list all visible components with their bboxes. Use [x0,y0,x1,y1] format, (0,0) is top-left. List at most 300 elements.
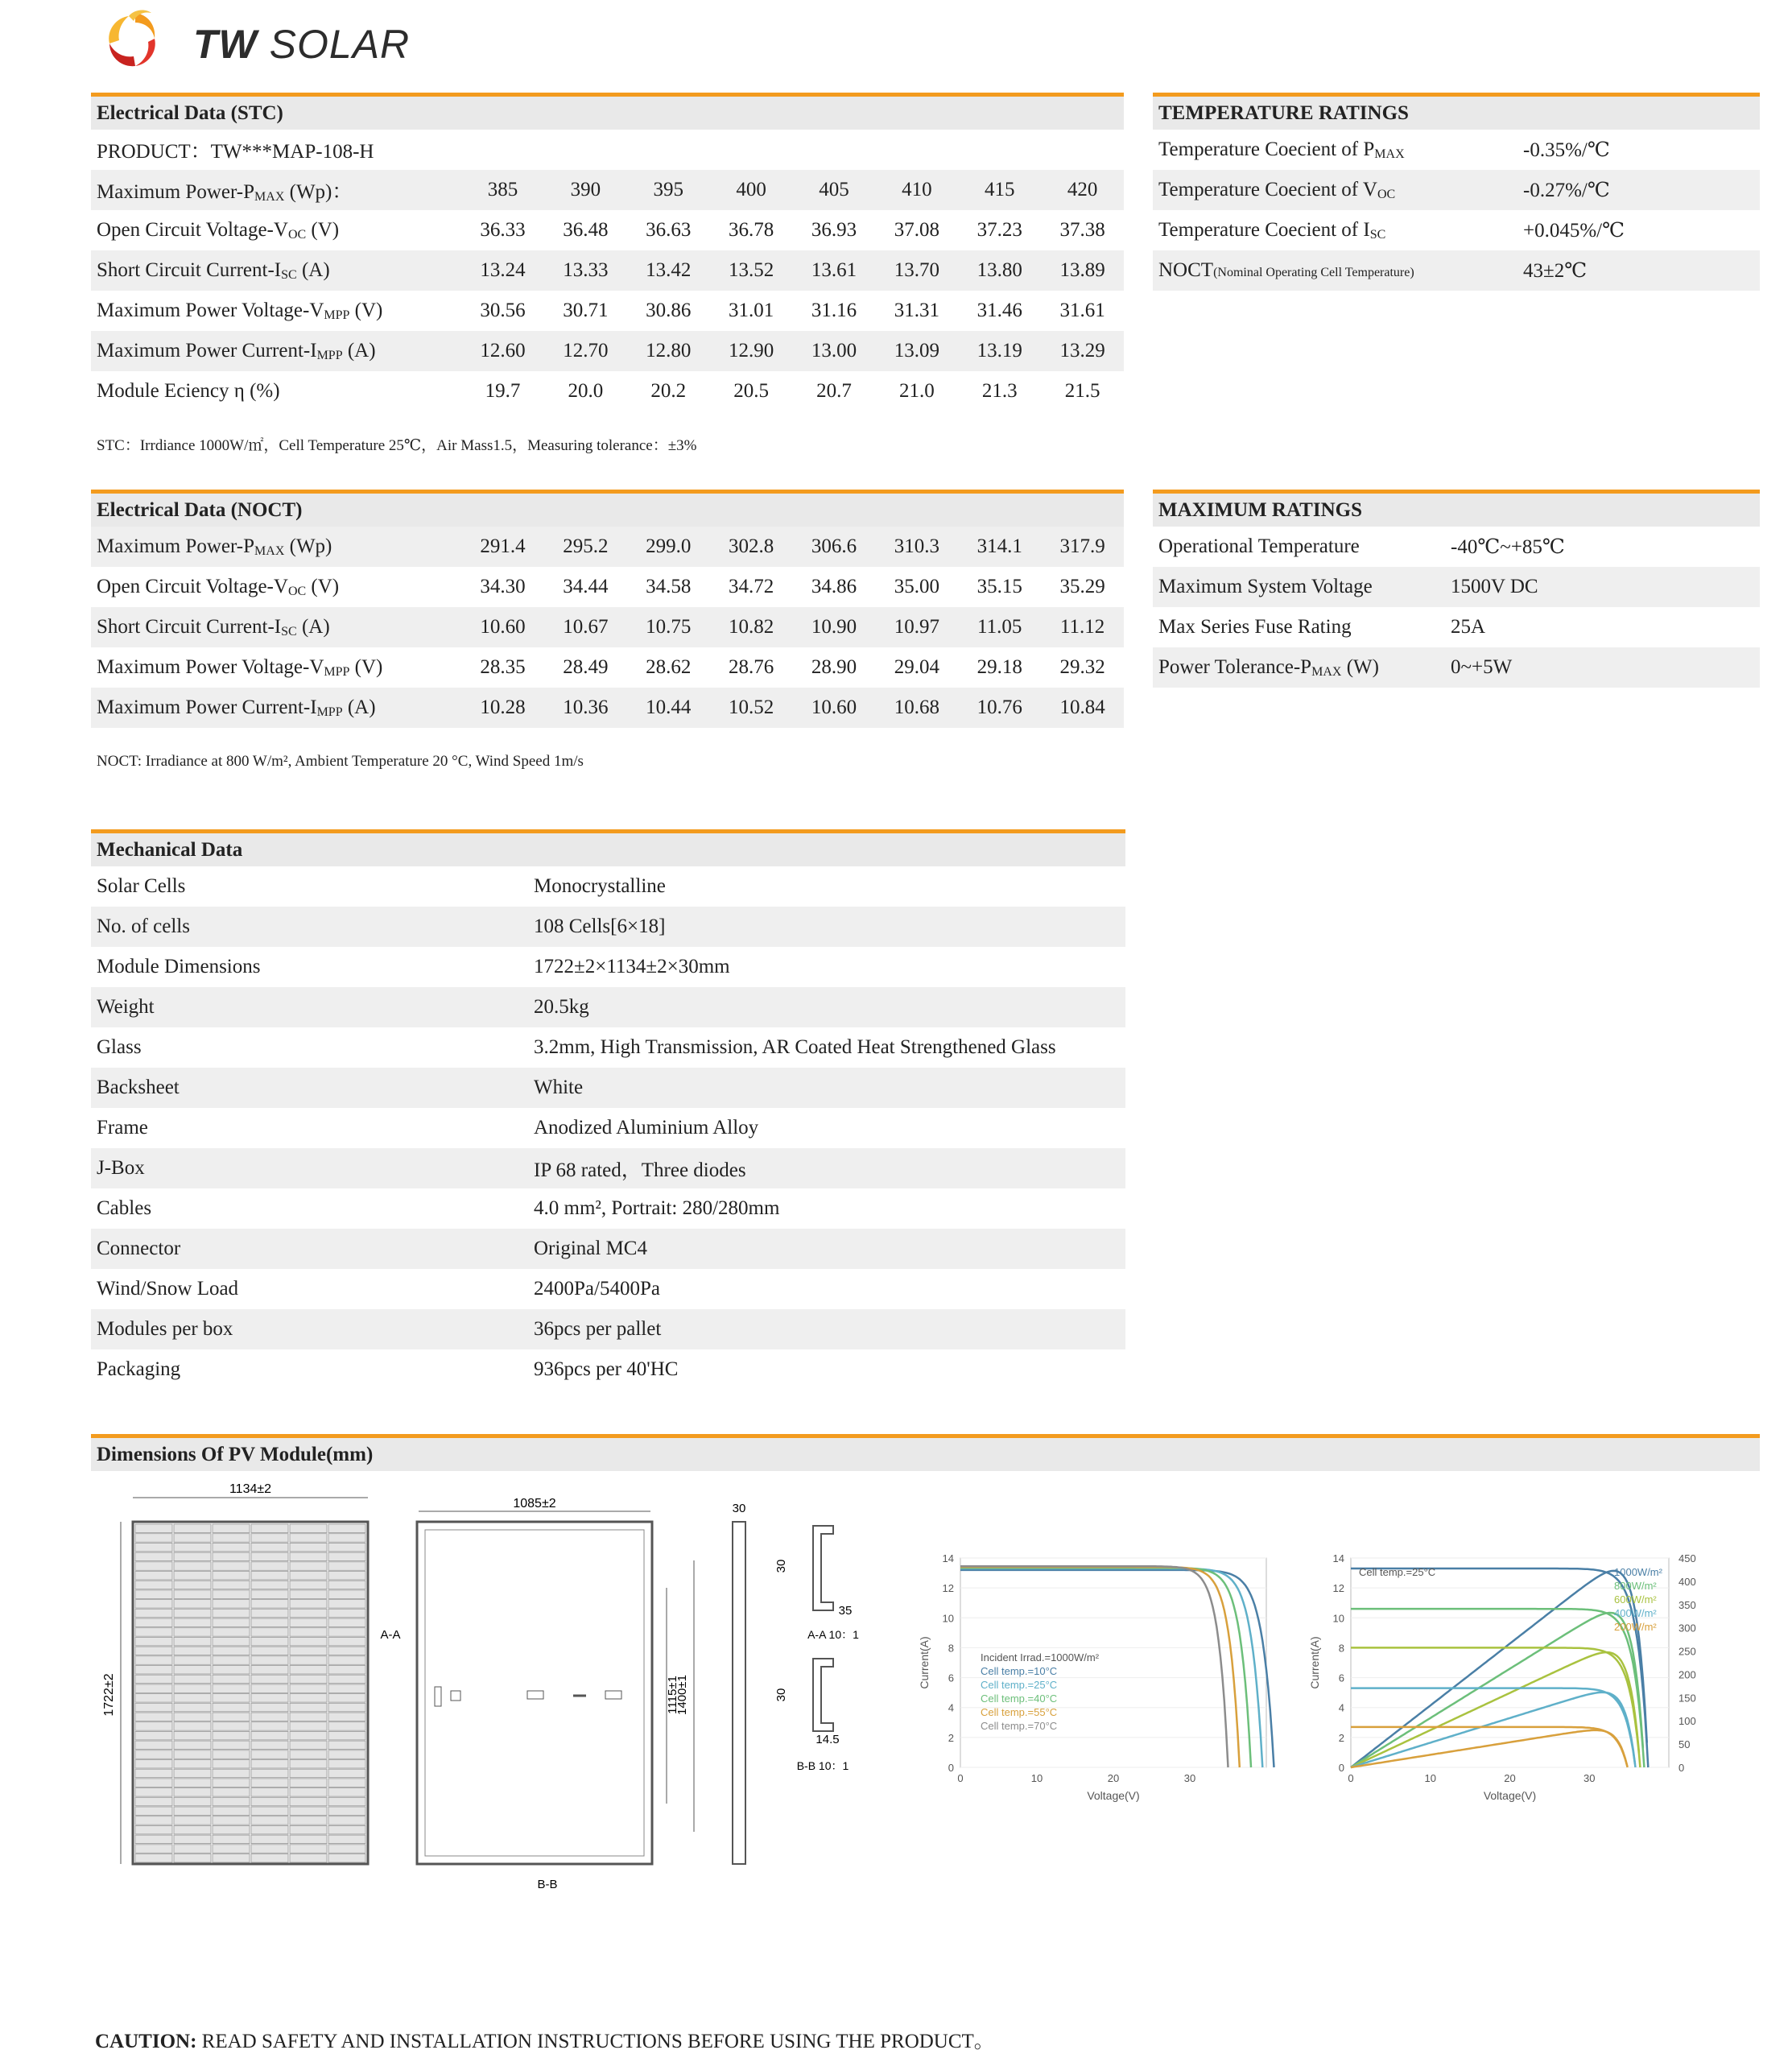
solar-cell [213,1722,250,1731]
solar-cell [135,1741,172,1750]
solar-cell [251,1825,288,1834]
solar-cell [290,1779,327,1787]
value-cell: 2400Pa/5400Pa [534,1278,660,1300]
solar-cell [135,1769,172,1778]
solar-cell [135,1816,172,1825]
solar-cell [213,1779,250,1787]
solar-cell [251,1590,288,1599]
solar-cell [135,1618,172,1627]
label-subscript: MAX [1311,664,1342,679]
solar-cell [135,1750,172,1759]
section-b-width: 14.5 [815,1733,840,1746]
label-unit: (V) [349,299,383,321]
legend-title: Incident Irrad.=1000W/m² [981,1651,1100,1663]
caution-text [95,2025,994,2054]
label-text: Maximum Power Current-I [97,696,317,718]
label-subscript: SC [281,267,297,282]
solar-cell [328,1647,365,1655]
value-cell: 35.00 [894,576,939,597]
value-cell: 34.58 [646,576,692,597]
legend-label: 200W/m² [1614,1621,1657,1633]
value-cell: 3.2mm, High Transmission, AR Coated Heat Strengthened Glass [534,1036,1056,1058]
value-cell: 12.60 [461,331,544,371]
solar-cell [251,1628,288,1637]
label-subscript: MAX [254,190,285,204]
solar-cell [290,1552,327,1561]
solar-cell [290,1845,327,1854]
solar-cell [174,1816,211,1825]
row-label: Cables [97,1197,152,1219]
solar-cell [251,1816,288,1825]
value-cell: 12.70 [544,331,627,371]
solar-cell [290,1769,327,1778]
value-cell: 395 [627,170,710,210]
row-label [1153,170,1515,210]
legend-label: 1000W/m² [1614,1566,1662,1578]
value-cell: 1500V DC [1443,567,1760,607]
value-cell: 13.70 [875,250,958,291]
solar-cell [290,1713,327,1721]
solar-cell [213,1731,250,1740]
row-label [91,291,461,331]
value-cell: 385 [461,170,544,210]
mount-1-label: 1115±1 [666,1676,679,1714]
y-tick-label: 2 [1338,1731,1344,1744]
label-text: Open Circuit Voltage-V [97,575,288,597]
solar-cell [135,1722,172,1731]
solar-cell [174,1524,211,1533]
solar-cell [290,1807,327,1816]
solar-cell [213,1816,250,1825]
solar-cell [174,1825,211,1834]
x-tick-label: 20 [1107,1772,1120,1784]
value-cell: 10.60 [793,688,876,728]
solar-cell [290,1590,327,1599]
value-cell: 10.44 [627,688,710,728]
value-cell: 20.5kg [534,987,1125,1027]
row-label: J-Box [91,1148,534,1188]
solar-cell [290,1694,327,1703]
value-cell: 13.09 [875,331,958,371]
value-cell: 31.61 [1059,300,1105,321]
solar-cell [251,1835,288,1844]
solar-cell [251,1552,288,1561]
label-subscript: OC [1377,187,1396,201]
table-row [91,947,1125,987]
y2-tick-label: 400 [1678,1575,1696,1588]
solar-cell [251,1797,288,1806]
solar-cell [174,1703,211,1712]
value-cell: 30.56 [480,300,526,321]
value-cell: IP 68 rated，Three diodes [534,1148,1125,1188]
y-tick-label: 0 [1338,1762,1344,1774]
row-label: No. of cells [91,907,534,947]
table-row [1153,130,1760,170]
solar-cell [251,1572,288,1581]
solar-cell [213,1750,250,1759]
row-label: Glass [97,1036,142,1058]
solar-cell [328,1656,365,1665]
stc-title: Electrical Data (STC) [91,93,1124,130]
solar-cell [213,1552,250,1561]
value-cell: 37.08 [894,219,939,241]
solar-cell [174,1647,211,1655]
solar-cell [213,1769,250,1778]
solar-cell [251,1779,288,1787]
solar-cell [290,1760,327,1769]
solar-cell [135,1562,172,1571]
label-text: Maximum Power-P [97,535,255,557]
cut-a-label: A-A [380,1628,401,1642]
x-axis-label: Voltage(V) [1087,1789,1140,1802]
solar-cell [135,1779,172,1787]
solar-cell [213,1845,250,1854]
solar-cell [251,1637,288,1646]
iv-curve-temperature-chart [914,1542,1280,1808]
solar-cell [251,1845,288,1854]
solar-cell [135,1647,172,1655]
value-cell: 20.2 [650,380,687,402]
value-cell: 36.63 [646,219,692,241]
y2-tick-label: 50 [1678,1738,1691,1751]
label-text: Maximum Power Voltage-V [97,655,324,678]
value-cell: 13.42 [627,250,710,291]
solar-cell [328,1731,365,1740]
solar-cell [174,1572,211,1581]
value-cell: 36.33 [480,219,526,241]
temperature-section [1153,93,1760,291]
solar-cell [213,1590,250,1599]
solar-cell [135,1666,172,1675]
value-cell: 13.19 [958,331,1041,371]
solar-cell [174,1835,211,1844]
row-label: Packaging [97,1358,181,1380]
row-label [91,527,461,567]
table-row [91,647,1124,688]
label-subscript: SC [281,624,297,639]
value-cell: 21.0 [898,380,935,402]
solar-cell [290,1741,327,1750]
row-label [1153,250,1515,291]
value-cell: 310.3 [875,527,958,567]
value-cell: 20.5 [733,380,769,402]
solar-cell [251,1741,288,1750]
solar-cell [251,1581,288,1589]
solar-cell [251,1750,288,1759]
value-cell: 10.52 [710,688,793,728]
solar-cell [290,1703,327,1712]
value-cell: 36.78 [728,219,774,241]
solar-cell [251,1703,288,1712]
label-unit: (W) [1341,655,1379,678]
solar-cell [328,1760,365,1769]
solar-cell [290,1534,327,1543]
legend-label: Cell temp.=70°C [981,1720,1058,1732]
row-label: Backsheet [91,1068,534,1108]
solar-cell [328,1562,365,1571]
value-cell: 20.7 [816,380,852,402]
value-cell: 28.90 [811,656,857,678]
solar-cell [135,1684,172,1693]
value-cell: 0~+5W [1443,647,1760,688]
value-cell: 410 [875,170,958,210]
row-label [91,371,461,411]
solar-cell [213,1609,250,1618]
solar-cell [290,1637,327,1646]
solar-cell [251,1731,288,1740]
table-row [91,250,1124,291]
y-tick-label: 10 [1332,1612,1344,1625]
section-a-height: 30 [774,1559,788,1573]
stc-section [91,93,1124,411]
y-tick-label: 4 [948,1701,954,1714]
side-view [733,1502,746,1864]
label-subscript: MAX [1374,147,1405,161]
solar-cell [328,1779,365,1787]
solar-cell [251,1524,288,1533]
solar-cell [328,1703,365,1712]
solar-cell [174,1854,211,1863]
solar-cell [135,1731,172,1740]
solar-cell [251,1656,288,1665]
label-subscript: SC [1369,227,1386,242]
solar-cell [135,1835,172,1844]
value-cell: 30.86 [646,300,692,321]
solar-cell [174,1675,211,1684]
solar-cell [213,1807,250,1816]
row-label [91,567,461,607]
row-label [91,688,461,728]
solar-cell [328,1713,365,1721]
temperature-table [1153,130,1760,291]
solar-cell [328,1722,365,1731]
table-row [1153,527,1760,567]
solar-cell [251,1769,288,1778]
value-cell: 31.46 [977,300,1022,321]
solar-cell [328,1797,365,1806]
solar-cell [251,1647,288,1655]
value-cell: 13.52 [710,250,793,291]
y2-tick-label: 450 [1678,1552,1696,1564]
solar-cell [135,1675,172,1684]
solar-cell [213,1835,250,1844]
y-tick-label: 6 [948,1672,954,1684]
value-cell: 13.24 [461,250,544,291]
row-label: Wind/Snow Load [97,1278,239,1300]
label-unit: (V) [306,218,340,241]
mechanical-table [91,866,1125,1390]
front-height-label: 1722±2 [102,1673,116,1717]
solar-cell [328,1637,365,1646]
table-row [91,1068,1125,1108]
value-cell: 11.05 [958,607,1041,647]
solar-cell [213,1618,250,1627]
value-cell: 12.80 [627,331,710,371]
mechanical-section [91,829,1125,1390]
value-cell: 28.49 [563,656,609,678]
temperature-title: TEMPERATURE RATINGS [1153,93,1760,130]
solar-cell [213,1694,250,1703]
solar-cell [328,1581,365,1589]
solar-cell [213,1675,250,1684]
value-cell: 10.60 [461,607,544,647]
value-cell: 10.67 [544,607,627,647]
x-tick-label: 10 [1030,1772,1043,1784]
brand-tw: TW [193,22,258,67]
row-label: Modules per box [91,1309,534,1349]
solar-cell [328,1524,365,1533]
mount-2-label: 1400±1 [675,1675,689,1715]
value-cell: 31.16 [811,300,857,321]
row-label: Module Dimensions [97,956,261,977]
value-cell: 10.97 [875,607,958,647]
dimensions-title: Dimensions Of PV Module(mm) [91,1434,1760,1471]
table-row [1153,170,1760,210]
cut-b-label: B-B [537,1878,558,1891]
solar-cell [174,1788,211,1797]
front-view [102,1482,368,1864]
section-a-label: A-A 10：1 [807,1628,859,1641]
solar-cell [135,1797,172,1806]
solar-cell [135,1760,172,1769]
value-cell: 37.23 [977,219,1022,241]
solar-cell [135,1581,172,1589]
value-cell: 36pcs per pallet [534,1309,1125,1349]
maximum-title: MAXIMUM RATINGS [1153,490,1760,527]
solar-cell [328,1835,365,1844]
solar-cell [290,1609,327,1618]
value-cell: 30.71 [563,300,609,321]
solar-cell [251,1807,288,1816]
row-label [1153,210,1515,250]
y-tick-label: 8 [948,1642,954,1655]
solar-cell [135,1552,172,1561]
table-row [91,567,1124,607]
value-cell: 400 [710,170,793,210]
row-label [1153,607,1443,647]
solar-cell [290,1572,327,1581]
row-label [1153,567,1443,607]
label-text: Module Eciency η (%) [97,380,280,402]
solar-cell [290,1647,327,1655]
table-row [91,527,1124,567]
solar-cell [328,1628,365,1637]
label-text: Short Circuit Current-I [97,258,282,281]
table-row [91,291,1124,331]
y-tick-label: 4 [1338,1701,1344,1714]
solar-cell [174,1731,211,1740]
solar-cell [174,1760,211,1769]
y-tick-label: 14 [1332,1552,1344,1564]
value-cell: 405 [793,170,876,210]
solar-cell [328,1741,365,1750]
noct-note: NOCT: Irradiance at 800 W/m², Ambient Temperature 20 °C, Wind Speed 1m/s [97,753,584,770]
section-a-view [774,1526,859,1641]
solar-cell [328,1694,365,1703]
solar-cell [174,1656,211,1665]
value-cell: 420 [1041,170,1124,210]
y2-tick-label: 350 [1678,1598,1696,1611]
value-cell: 31.31 [894,300,939,321]
value-cell: 36.93 [811,219,857,241]
table-row [91,866,1125,907]
sun-logo-icon [98,6,172,74]
value-cell: 34.44 [563,576,609,597]
solar-cell [213,1562,250,1571]
solar-cell [290,1825,327,1834]
solar-cell [135,1845,172,1854]
solar-cell [135,1609,172,1618]
maximum-table [1153,527,1760,688]
value-cell: 37.38 [1059,219,1105,241]
solar-cell [135,1590,172,1599]
value-cell: 12.90 [710,331,793,371]
solar-cell [135,1713,172,1721]
table-row [1153,647,1760,688]
solar-cell [213,1741,250,1750]
solar-cell [213,1788,250,1797]
label-unit: (A) [296,258,330,281]
value-cell: 28.62 [646,656,692,678]
solar-cell [328,1854,365,1863]
solar-cell [251,1760,288,1769]
solar-cell [213,1797,250,1806]
value-cell: 28.35 [480,656,526,678]
legend-title: Cell temp.=25°C [1359,1566,1436,1578]
noct-table [91,527,1124,728]
iv-curve-irradiance-chart [1304,1542,1723,1808]
table-row [91,1188,1125,1229]
legend-label: Cell temp.=10°C [981,1665,1058,1677]
value-cell: 20.0 [568,380,604,402]
table-row [91,170,1124,210]
row-label [91,250,461,291]
solar-cell [328,1845,365,1854]
row-label [91,170,461,210]
solar-cell [290,1684,327,1693]
value-cell: 10.90 [793,607,876,647]
solar-cell [290,1581,327,1589]
row-label: Frame [97,1117,148,1139]
solar-cell [328,1609,365,1618]
label-text: NOCT [1158,259,1214,281]
value-cell: 13.00 [793,331,876,371]
value-cell: 29.32 [1059,656,1105,678]
solar-cell [174,1552,211,1561]
value-cell: 19.7 [485,380,521,402]
x-tick-label: 30 [1183,1772,1196,1784]
value-cell: 29.04 [894,656,939,678]
y-tick-label: 14 [942,1552,954,1564]
value-cell: 35.15 [977,576,1022,597]
solar-cell [328,1618,365,1627]
value-cell: 302.8 [710,527,793,567]
legend-label: 600W/m² [1614,1593,1657,1606]
table-row [1153,607,1760,647]
solar-cell [251,1854,288,1863]
solar-cell [213,1666,250,1675]
solar-cell [174,1797,211,1806]
solar-cell [135,1600,172,1609]
table-row [91,371,1124,411]
section-a-width: 35 [838,1604,853,1618]
value-cell: 1722±2×1134±2×30mm [534,956,730,977]
value-cell: 299.0 [627,527,710,567]
label-text: Maximum System Voltage [1158,576,1373,597]
table-row [91,1148,1125,1188]
solar-cell [290,1797,327,1806]
solar-cell [251,1675,288,1684]
